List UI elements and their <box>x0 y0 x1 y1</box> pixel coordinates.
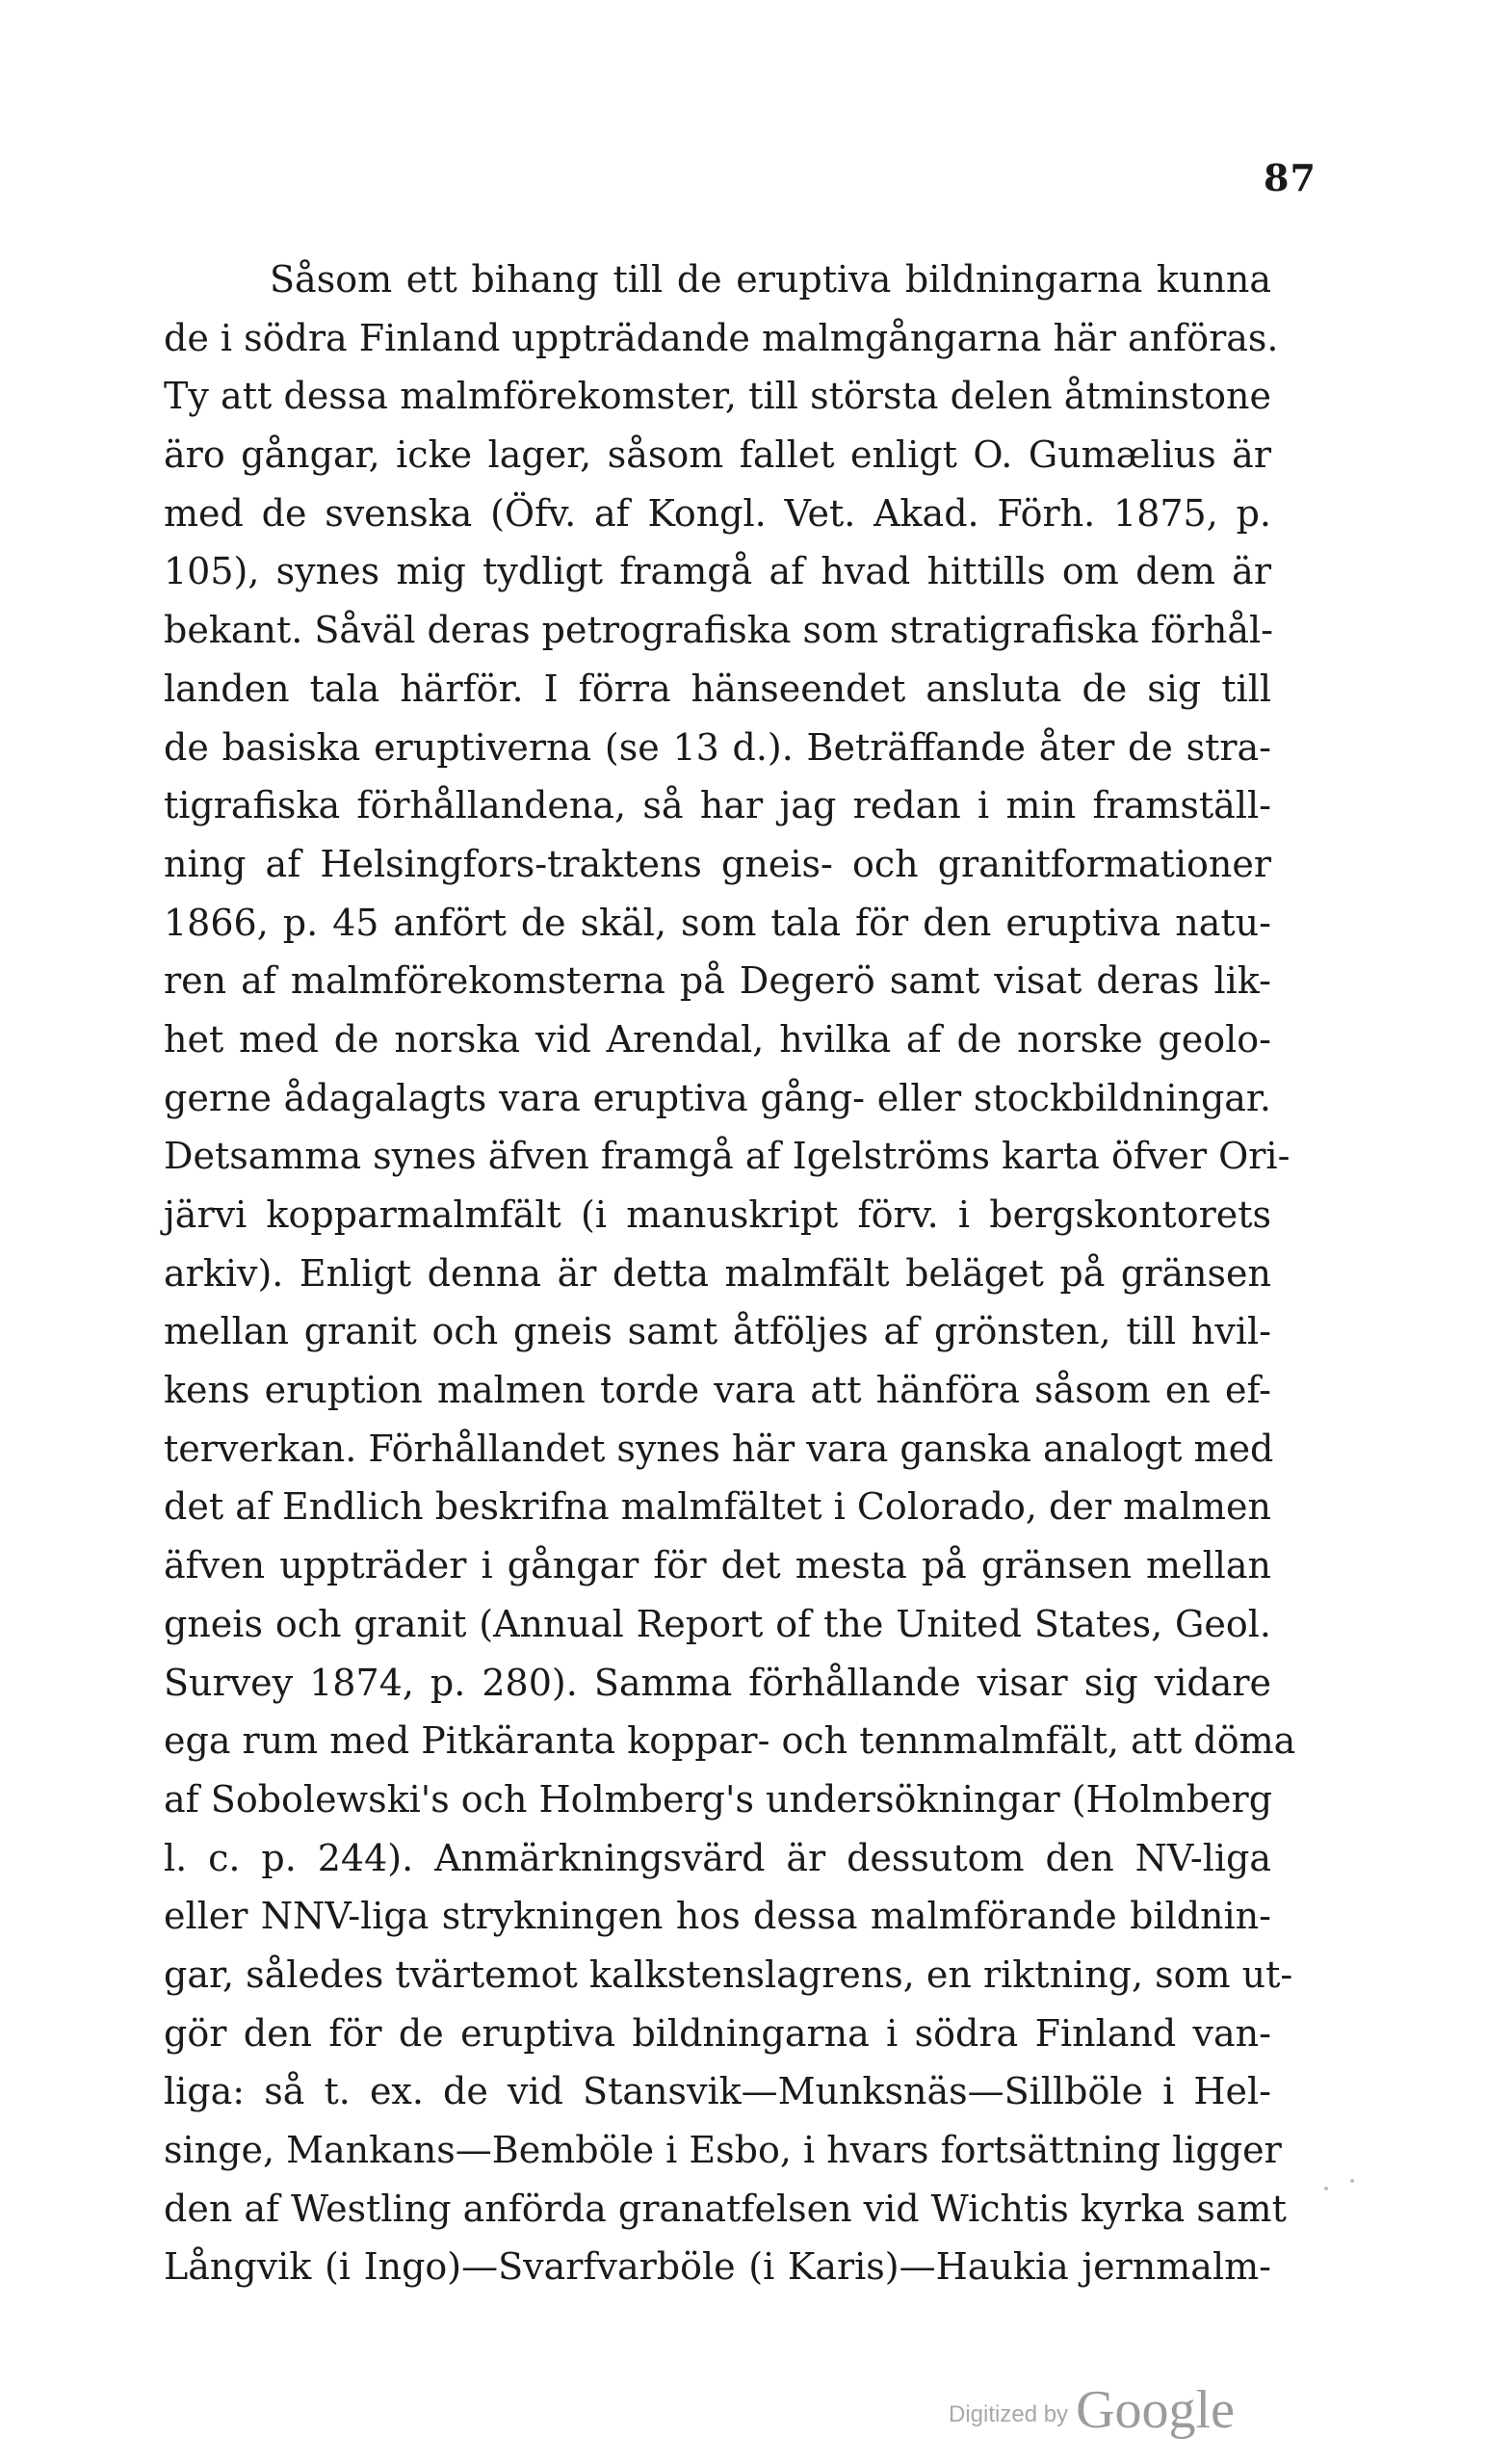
body-paragraph <box>164 250 1296 2296</box>
text-line: järvi kopparmalmfält (i manuskript förv. i bergskontorets <box>164 1193 1271 1236</box>
text-line: 105), synes mig tydligt framgå af hvad hittills om dem är <box>164 550 1271 593</box>
digitized-by-label: Digitized by <box>949 2401 1069 2427</box>
text-line: ning af Helsingfors-traktens gneis- och granitformationer <box>164 842 1271 885</box>
text-line: Survey 1874, p. 280). Samma förhållande visar sig vidare <box>164 1661 1271 1704</box>
text-line: äfven uppträder i gångar för det mesta på gränsen mellan <box>164 1544 1271 1587</box>
text-line: den af Westling anförda granatfelsen vid Wichtis kyrka samt <box>164 2187 1287 2230</box>
scan-speck <box>1350 2179 1354 2183</box>
text-line: det af Endlich beskrifna malmfältet i Colorado, der malmen <box>164 1485 1271 1529</box>
text-line: ega rum med Pitkäranta koppar- och tennmalmfält, att döma <box>164 1719 1296 1763</box>
text-line: tigrafiska förhållandena, så har jag redan i min framställ- <box>164 784 1271 827</box>
text-line: liga: så t. ex. de vid Stansvik—Munksnäs—Sillböle i Hel- <box>164 2070 1271 2113</box>
scan-speck <box>1324 2187 1328 2190</box>
text-line: Ty att dessa malmförekomster, till största delen åtminstone <box>164 375 1271 418</box>
text-line: med de svenska (Öfv. af Kongl. Vet. Akad. Förh. 1875, p. <box>164 491 1271 535</box>
text-line: l. c. p. 244). Anmärkningsvärd är dessutom den NV-liga <box>164 1836 1271 1879</box>
digitized-watermark <box>949 2379 1235 2441</box>
page-number: 87 <box>1264 156 1317 199</box>
text-line: bekant. Såväl deras petrografiska som stratigrafiska förhål- <box>164 609 1274 652</box>
text-line: gerne ådagalagts vara eruptiva gång- eller stockbildningar. <box>164 1076 1271 1119</box>
text-line: gör den för de eruptiva bildningarna i södra Finland van- <box>164 2011 1271 2055</box>
text-line: kens eruption malmen torde vara att hänföra såsom en ef- <box>164 1369 1271 1412</box>
text-line: arkiv). Enligt denna är detta malmfält beläget på gränsen <box>164 1251 1271 1295</box>
text-line: de basiska eruptiverna (se 13 d.). Beträffande åter de stra- <box>164 725 1271 769</box>
text-line: de i södra Finland uppträdande malmgångarna här anföras. <box>164 316 1279 359</box>
text-line: ren af malmförekomsterna på Degerö samt visat deras lik- <box>164 959 1271 1003</box>
text-line: terverkan. Förhållandet synes här vara ganska analogt med <box>164 1427 1274 1470</box>
text-line: landen tala härför. I förra hänseendet ansluta de sig till <box>164 667 1271 710</box>
text-line: gar, således tvärtemot kalkstenslagrens, en riktning, som ut- <box>164 1953 1293 1996</box>
text-line: äro gångar, icke lager, såsom fallet enligt O. Gumælius är <box>164 433 1271 477</box>
text-line: Långvik (i Ingo)—Svarfvarböle (i Karis)—Haukia jernmalm- <box>164 2245 1271 2289</box>
text-line: af Sobolewski's och Holmberg's undersökningar (Holmberg <box>164 1777 1273 1821</box>
text-line: het med de norska vid Arendal, hvilka af de norske geolo- <box>164 1017 1271 1061</box>
text-line: eller NNV-liga strykningen hos dessa malmförande bildnin- <box>164 1895 1271 1938</box>
text-line: singe, Mankans—Bemböle i Esbo, i hvars fortsättning ligger <box>164 2129 1282 2171</box>
text-line: Detsamma synes äfven framgå af Igelströms karta öfver Ori- <box>164 1135 1290 1178</box>
text-line: 1866, p. 45 anfört de skäl, som tala för den eruptiva natu- <box>164 901 1271 944</box>
text-line: Såsom ett bihang till de eruptiva bildningarna kunna <box>270 258 1271 301</box>
text-line: gneis och granit (Annual Report of the United States, Geol. <box>164 1602 1271 1645</box>
google-logo: Google <box>1076 2380 1235 2440</box>
text-line: mellan granit och gneis samt åtföljes af grönsten, till hvil- <box>164 1310 1271 1353</box>
